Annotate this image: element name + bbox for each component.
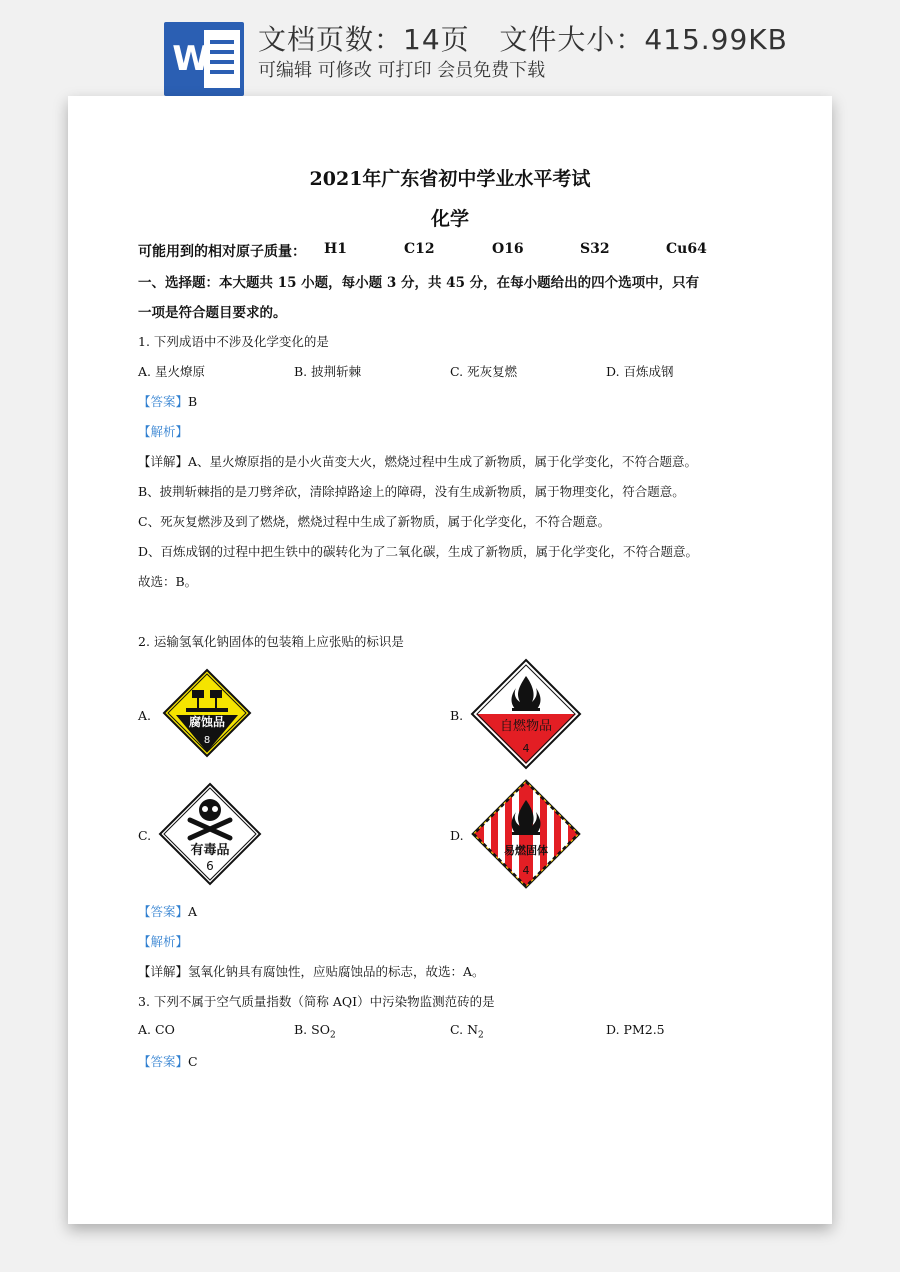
toxic-sign-label: 有毒品 [190,843,230,858]
q1-conclusion: 故选：B。 [138,574,198,589]
q2-analysis-tag: 【解析】 [138,934,189,949]
spontaneous-combustion-sign [470,658,582,770]
q3-option-c: C. $N_2$ [450,1022,484,1041]
flammable-sign-number: 4 [522,864,530,877]
q2-option-d-letter: D. [450,828,464,843]
q1-answer: 【答案】B [138,394,198,409]
atomic-mass-s: S32 [580,241,610,257]
q3-option-d: D. PM2.5 [606,1022,665,1037]
atomic-mass-label: 可能用到的相对原子质量： [138,244,306,260]
spontaneous-sign-label: 自燃物品 [499,719,553,734]
toxic-sign-number: 6 [206,859,214,873]
word-document-icon: W [164,22,244,96]
flammable-solid-sign [470,778,582,890]
q1-detail-line-3: C、死灰复燃涉及到了燃烧，燃烧过程中生成了新物质，属于化学变化，不符合题意。 [138,514,611,529]
q1-stem: 1. 下列成语中不涉及化学变化的是 [138,334,329,349]
corrosive-hazard-sign [162,668,252,758]
q2-answer: 【答案】A [138,904,198,919]
document-page [68,96,832,1224]
q3-option-b: B. $SO_2$ [294,1022,336,1041]
q1-analysis-tag: 【解析】 [138,424,189,439]
corrosive-sign-label: 腐蚀品 [188,715,226,729]
q1-option-c: C. 死灰复燃 [450,364,518,379]
q3-option-a: A. CO [138,1022,175,1037]
q1-detail-line-2: B、披荆斩棘指的是刀劈斧砍，清除掉路途上的障碍，没有生成新物质，属于物理变化，符合题意。 [138,484,685,499]
doc-title: 2021年广东省初中学业水平考试 [309,168,591,190]
q1-detail-line-1: 【详解】A、星火燎原指的是小火苗变大火，燃烧过程中生成了新物质，属于化学变化，不符合题意。 [138,454,698,469]
atomic-mass-cu: Cu64 [666,241,707,257]
q2-stem: 2. 运输氢氧化钠固体的包装箱上应张贴的标识是 [138,634,404,649]
banner-subtitle: 可编辑 可修改 可打印 会员免费下载 [258,60,546,81]
q3-answer: 【答案】C [138,1054,198,1069]
q2-option-a-letter: A. [138,708,152,723]
corrosive-sign-number: 8 [203,735,211,746]
atomic-mass-o: O16 [492,241,524,257]
q1-option-a: A. 星火燎原 [138,364,205,379]
q1-option-b: B. 披荆斩棘 [294,364,362,379]
q3-stem: 3. 下列不属于空气质量指数（简称 AQI）中污染物监测范砖的是 [138,994,495,1009]
doc-subject: 化学 [430,208,469,230]
section1-intro-cont: 一项是符合题目要求的。 [138,305,287,321]
q2-detail: 【详解】氢氧化钠具有腐蚀性，应贴腐蚀品的标志，故选：A。 [138,964,485,979]
spontaneous-sign-number: 4 [522,742,530,755]
q1-option-d: D. 百炼成钢 [606,364,674,379]
q1-detail-line-4: D、百炼成钢的过程中把生铁中的碳转化为了二氧化碳，生成了新物质，属于化学变化，不符合题意。 [138,544,699,559]
toxic-hazard-sign [158,782,262,886]
section1-intro: 一、选择题：本大题共 15 小题，每小题 3 分，共 45 分，在每小题给出的四个选项中，只有 [138,275,700,291]
download-banner [0,0,900,100]
q2-option-b-letter: B. [450,708,464,723]
flammable-sign-label: 易燃固体 [504,844,548,857]
banner-title: 文档页数：14页 文件大小：415.99KB [258,23,788,56]
atomic-mass-h: H1 [324,241,347,257]
atomic-mass-c: C12 [404,241,435,257]
q2-option-c-letter: C. [138,828,152,843]
